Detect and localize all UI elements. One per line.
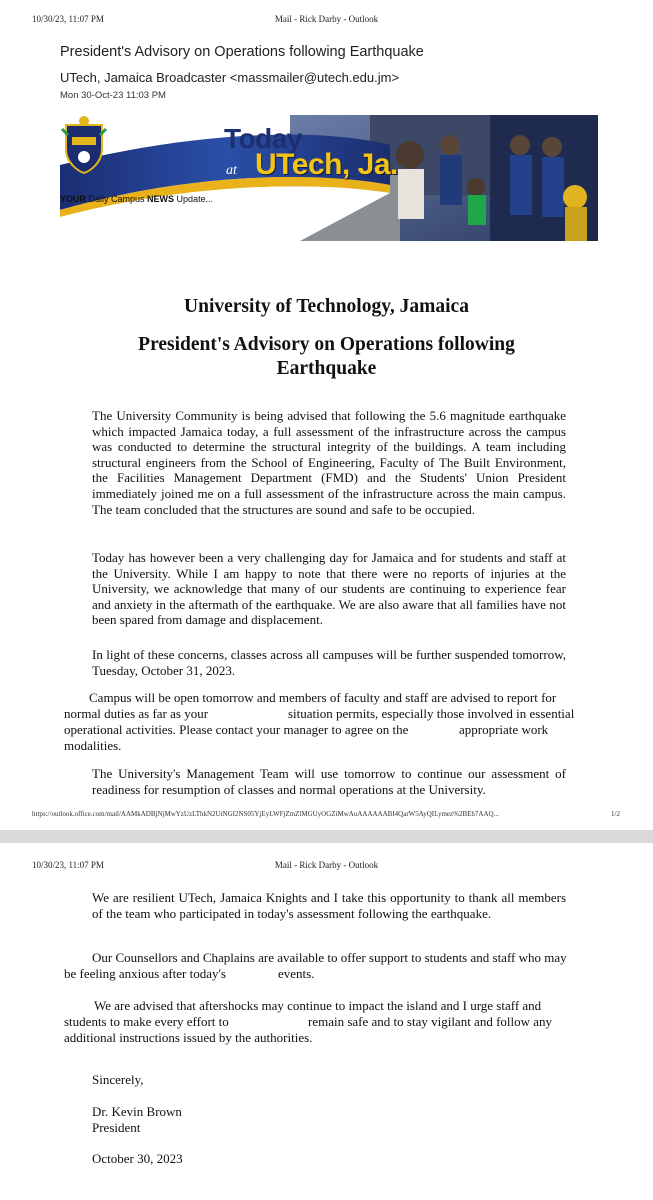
- paragraph-4-line-3b: appropriate work: [459, 722, 549, 737]
- paragraph-1: The University Community is being advised that following the 5.6 magnitude earthquake which impacted Jamaica today, a full assessment of the infrastructure across the campus was conducted to determine the structural integrity of the buildings. A team including structural engineers from the School of Engineering, Faculty of The Built Environment, the Facilities Management Department (FMD) and the Students' Union President immediately joined me on a full assessment of the infrastructure across the main campus. The team concluded that the structures are sound and safe to be occupied.: [92, 408, 566, 517]
- print-page-number: 1/2: [611, 810, 620, 818]
- closing: Sincerely,: [92, 1072, 144, 1087]
- tagline-update: Update...: [174, 194, 214, 204]
- tagline-daily: Daily Campus: [86, 194, 148, 204]
- letter-date: October 30, 2023: [92, 1151, 183, 1166]
- print-app-title-page-2: Mail - Rick Darby - Outlook: [274, 860, 379, 870]
- paragraph-7-line-2b: events.: [278, 966, 315, 981]
- paragraph-8-line-3: additional instructions issued by the authorities.: [64, 1030, 313, 1045]
- signer-title: President: [92, 1120, 141, 1135]
- banner-tagline: [60, 194, 213, 204]
- print-footer-url: https://outlook.office.com/mail/AAMkADBjNjMwYzUzLThkN2UtNGI2NS05YjEyLWFjZmZlMGUyOGZiMwAuAAAAAABI4QarW5AyQILymez%2BEh7AAQ...: [32, 810, 499, 818]
- banner-today-text: Today: [224, 123, 302, 154]
- paragraph-8-line-2a: students to make every effort to: [64, 1014, 229, 1029]
- banner-utech-text: UTech, Ja.: [255, 148, 398, 181]
- paragraph-4-line-2b: situation permits, especially those involved in essential: [288, 706, 575, 721]
- tagline-news: NEWS: [147, 194, 175, 204]
- paragraph-7-line-1: Our Counsellors and Chaplains are available to offer support to students and staff who may: [92, 950, 567, 965]
- email-subject: President's Advisory on Operations following Earthquake: [60, 44, 424, 60]
- paragraph-5: The University's Management Team will use tomorrow to continue our assessment of readiness for resumption of classes and normal operations at the University.: [92, 766, 566, 797]
- paragraph-4-line-3a: operational activities. Please contact your manager to agree on the: [64, 722, 409, 737]
- tagline-your: YOUR: [60, 194, 87, 204]
- paragraph-2: Today has however been a very challenging day for Jamaica and for students and staff at the University. While I am happy to note that there were no reports of injuries at the University, we acknowledge that many of our students are continuing to experience fear and anxiety in the aftermath of the earthquake. We are also aware that all families have not been spared from damage and displacement.: [92, 550, 566, 628]
- paragraph-3: In light of these concerns, classes across all campuses will be further suspended tomorrow, Tuesday, October 31, 2023.: [92, 647, 566, 678]
- email-sent-date: Mon 30-Oct-23 11:03 PM: [60, 90, 166, 101]
- paragraph-4-line-4: modalities.: [64, 738, 122, 753]
- print-page-2: [0, 843, 653, 1200]
- paragraph-6: We are resilient UTech, Jamaica Knights and I take this opportunity to thank all members of the team who participated in today's assessment following the earthquake.: [92, 890, 566, 921]
- utech-crest-icon: [60, 115, 108, 175]
- paragraph-7-line-2a: be feeling anxious after today's: [64, 966, 226, 981]
- email-sender[interactable]: UTech, Jamaica Broadcaster <massmailer@utech.edu.jm>: [60, 70, 400, 85]
- print-datetime: 10/30/23, 11:07 PM: [32, 14, 104, 24]
- university-title: University of Technology, Jamaica: [184, 296, 469, 317]
- print-datetime-page-2: 10/30/23, 11:07 PM: [32, 860, 104, 870]
- paragraph-8-line-1: We are advised that aftershocks may continue to impact the island and I urge staff and: [94, 998, 542, 1013]
- today-at-utech-banner: [60, 115, 598, 241]
- signer-name: Dr. Kevin Brown: [92, 1104, 182, 1119]
- banner-at-text: at: [226, 163, 237, 178]
- print-app-title: Mail - Rick Darby - Outlook: [274, 14, 379, 24]
- paragraph-4-line-1: Campus will be open tomorrow and members of faculty and staff are advised to report for: [89, 690, 557, 705]
- paragraph-8-line-2b: remain safe and to stay vigilant and follow any: [308, 1014, 553, 1029]
- advisory-title: President's Advisory on Operations following Earthquake: [138, 334, 515, 379]
- paragraph-4-line-2a: normal duties as far as your: [64, 706, 209, 721]
